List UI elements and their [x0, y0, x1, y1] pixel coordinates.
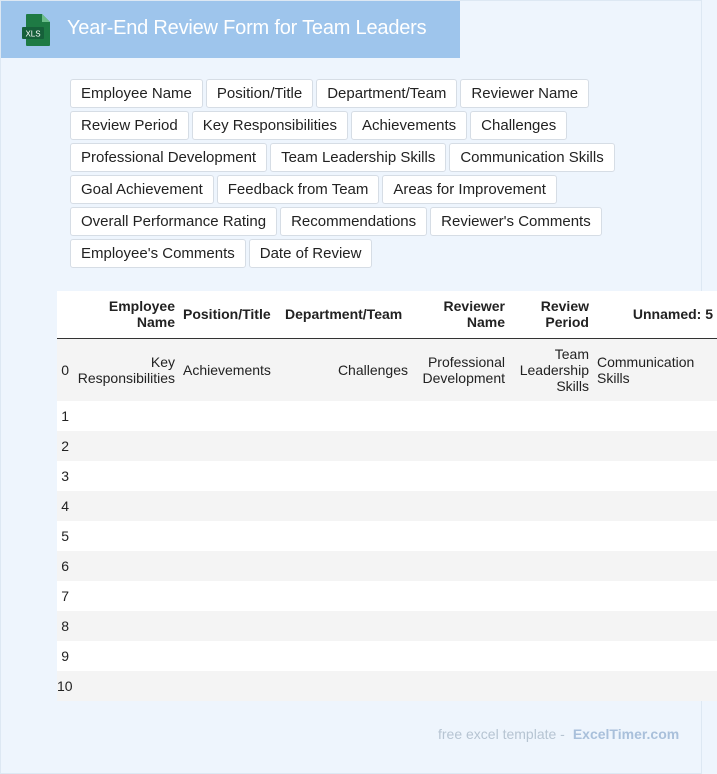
excel-file-icon: [21, 13, 53, 47]
table-cell[interactable]: [509, 551, 593, 581]
table-cell[interactable]: [412, 641, 509, 671]
field-chip[interactable]: Feedback from Team: [217, 175, 380, 204]
table-cell[interactable]: [69, 581, 179, 611]
table-cell[interactable]: [179, 671, 281, 701]
column-header: Reviewer Name: [443, 298, 505, 331]
data-table: [57, 291, 717, 701]
table-cell: Achievements: [183, 361, 271, 378]
field-chip[interactable]: Review Period: [70, 111, 189, 140]
table-cell[interactable]: [509, 641, 593, 671]
row-index: 2: [61, 438, 69, 454]
table-cell[interactable]: [69, 401, 179, 431]
table-cell[interactable]: [593, 671, 717, 701]
table-cell[interactable]: [509, 521, 593, 551]
field-chip[interactable]: Challenges: [470, 111, 567, 140]
table-cell[interactable]: [281, 491, 412, 521]
column-header-index: [57, 291, 69, 338]
row-index: 5: [61, 528, 69, 544]
field-chip[interactable]: Position/Title: [206, 79, 313, 108]
field-chip[interactable]: Achievements: [351, 111, 467, 140]
column-header: Employee Name: [108, 298, 175, 331]
table-cell[interactable]: [69, 641, 179, 671]
table-cell[interactable]: [412, 461, 509, 491]
row-index: 6: [61, 558, 69, 574]
table-cell[interactable]: [179, 461, 281, 491]
table-cell: Team Leadership Skills: [519, 345, 589, 394]
table-cell[interactable]: [412, 401, 509, 431]
table-cell[interactable]: [593, 401, 717, 431]
table-cell[interactable]: [69, 611, 179, 641]
table-cell[interactable]: [69, 521, 179, 551]
table-cell[interactable]: [69, 461, 179, 491]
table-cell[interactable]: [412, 551, 509, 581]
column-header: Position/Title: [183, 306, 271, 323]
table-cell[interactable]: [509, 431, 593, 461]
field-chip[interactable]: Recommendations: [280, 207, 427, 236]
icon-label: XLS: [25, 29, 41, 39]
table-cell[interactable]: [179, 491, 281, 521]
field-chip[interactable]: Reviewer Name: [460, 79, 589, 108]
table-cell: Challenges: [337, 361, 408, 378]
table-row: [57, 338, 717, 401]
table-cell[interactable]: [509, 671, 593, 701]
page-title: Year-End Review Form for Team Leaders: [67, 17, 427, 39]
footer-brand-link[interactable]: ExcelTimer.com: [572, 726, 680, 742]
table-row: [57, 581, 717, 611]
table-cell[interactable]: [281, 611, 412, 641]
table-cell[interactable]: [281, 671, 412, 701]
column-header: Unnamed: 5: [632, 306, 713, 323]
table-cell[interactable]: [509, 611, 593, 641]
row-index: 8: [61, 618, 69, 634]
table-cell[interactable]: [593, 551, 717, 581]
table-row: [57, 461, 717, 491]
table-cell[interactable]: [179, 641, 281, 671]
table-cell[interactable]: [281, 521, 412, 551]
table-cell[interactable]: [593, 521, 717, 551]
row-index: 7: [61, 588, 69, 604]
field-chip[interactable]: Date of Review: [249, 239, 373, 268]
field-chip[interactable]: Professional Development: [70, 143, 267, 172]
table-cell[interactable]: [179, 401, 281, 431]
data-table-viewport[interactable]: [57, 291, 713, 700]
field-chip[interactable]: Employee Name: [70, 79, 203, 108]
table-row: [57, 491, 717, 521]
field-chip[interactable]: Employee's Comments: [70, 239, 246, 268]
row-index: 3: [61, 468, 69, 484]
table-cell[interactable]: [179, 431, 281, 461]
table-cell[interactable]: [412, 491, 509, 521]
table-cell[interactable]: [179, 551, 281, 581]
column-header: Review Period: [540, 298, 589, 331]
table-cell[interactable]: [593, 641, 717, 671]
table-cell[interactable]: [179, 581, 281, 611]
table-row: [57, 431, 717, 461]
table-cell[interactable]: [509, 461, 593, 491]
table-row: [57, 521, 717, 551]
table-cell[interactable]: [281, 401, 412, 431]
row-index: 10: [57, 678, 73, 694]
field-chip[interactable]: Key Responsibilities: [192, 111, 348, 140]
table-cell: Professional Development: [422, 353, 505, 386]
table-cell[interactable]: [69, 491, 179, 521]
table-cell[interactable]: [593, 611, 717, 641]
table-cell[interactable]: [281, 641, 412, 671]
field-chip[interactable]: Team Leadership Skills: [270, 143, 446, 172]
field-chip[interactable]: Department/Team: [316, 79, 457, 108]
table-cell[interactable]: [412, 581, 509, 611]
table-row: [57, 551, 717, 581]
table-cell[interactable]: [593, 581, 717, 611]
field-chip[interactable]: Areas for Improvement: [382, 175, 557, 204]
field-chip[interactable]: Reviewer's Comments: [430, 207, 602, 236]
table-cell: Key Responsibilities: [77, 353, 175, 386]
table-row: [57, 611, 717, 641]
field-chip[interactable]: Communication Skills: [449, 143, 614, 172]
table-cell[interactable]: [593, 491, 717, 521]
column-header: Department/Team: [285, 306, 403, 323]
table-cell[interactable]: [69, 671, 179, 701]
table-cell[interactable]: [281, 431, 412, 461]
table-cell[interactable]: [509, 491, 593, 521]
table-cell[interactable]: [412, 611, 509, 641]
table-cell[interactable]: [69, 551, 179, 581]
table-cell[interactable]: [69, 431, 179, 461]
field-chip[interactable]: Overall Performance Rating: [70, 207, 277, 236]
table-row: [57, 641, 717, 671]
field-chip[interactable]: Goal Achievement: [70, 175, 214, 204]
table-cell[interactable]: [179, 521, 281, 551]
table-row: [57, 401, 717, 431]
row-index: 0: [61, 361, 69, 378]
row-index: 1: [61, 408, 69, 424]
row-index: 4: [61, 498, 69, 514]
table-cell[interactable]: [509, 401, 593, 431]
table-row: [57, 671, 717, 701]
table-cell[interactable]: [412, 431, 509, 461]
footer-text: free excel template -: [438, 726, 565, 742]
field-chip-list: [70, 79, 630, 268]
table-cell[interactable]: [179, 611, 281, 641]
table-cell[interactable]: [412, 521, 509, 551]
table-cell[interactable]: [281, 581, 412, 611]
table-cell[interactable]: [281, 551, 412, 581]
table-cell[interactable]: [593, 431, 717, 461]
table-cell: Communication Skills: [597, 353, 695, 386]
table-cell[interactable]: [593, 461, 717, 491]
table-header-row: [57, 291, 717, 338]
table-cell[interactable]: [509, 581, 593, 611]
table-cell[interactable]: [281, 461, 412, 491]
row-index: 9: [61, 648, 69, 664]
footer-credit: [438, 726, 679, 742]
header-bar: [1, 1, 460, 58]
table-cell[interactable]: [412, 671, 509, 701]
